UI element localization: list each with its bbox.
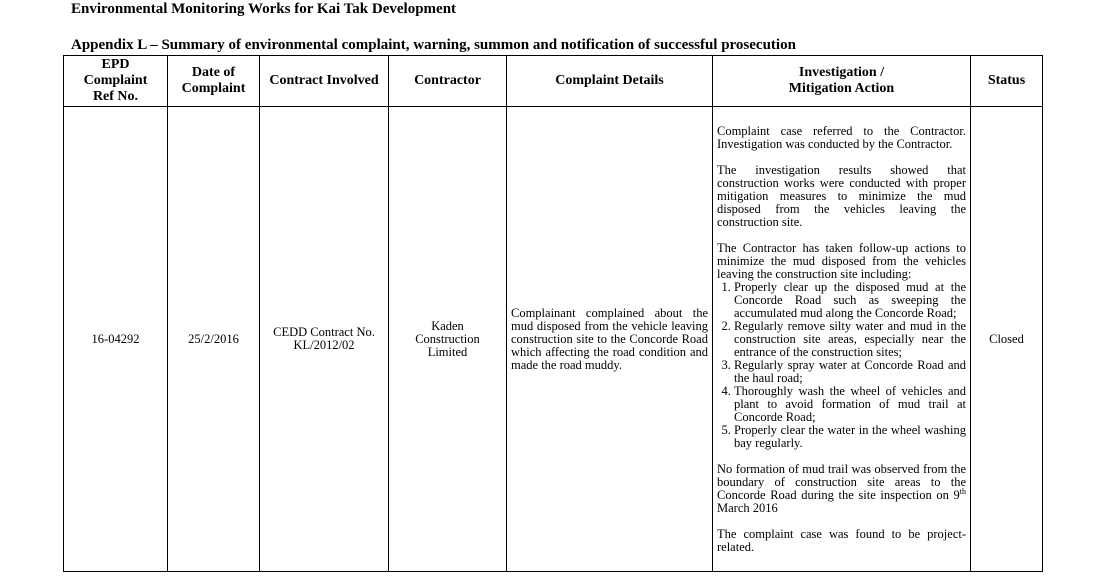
investigation-para-followup: The Contractor has taken follow-up actions to minimize the mud disposed from the vehicles leaving the construction site including:: [717, 240, 966, 281]
cell-date: 25/2/2016: [168, 107, 260, 572]
list-item: 1. Properly clear up the disposed mud at the Concorde Road such as sweeping the accumulated mud along the Concorde Road;: [734, 281, 966, 320]
table-row: [64, 107, 1043, 572]
header-contractor: Contractor: [389, 56, 507, 107]
cell-contractor-line2: Construction: [415, 331, 480, 346]
header-complaint-details: Complaint Details: [507, 56, 713, 107]
header-epd-ref: [64, 56, 168, 107]
header-date: [168, 56, 260, 107]
header-status: Status: [971, 56, 1043, 107]
header-investigation-line1: Investigation /: [798, 65, 885, 80]
list-item: 5. Properly clear the water in the wheel washing bay regularly.: [734, 424, 966, 450]
appendix-subtitle: Appendix L – Summary of environmental complaint, warning, summon and notification of successful prosecution: [71, 37, 796, 53]
header-date-line2: Complaint: [181, 81, 246, 96]
list-item: 2. Regularly remove silty water and mud in the construction site areas, especially near the entrance of the construction sites;: [734, 320, 966, 359]
inspection-date-suffix: th: [959, 486, 966, 496]
header-epd-ref-line1: EPD: [101, 57, 130, 72]
mitigation-actions-list: [717, 281, 966, 450]
header-date-line1: Date of: [191, 65, 236, 80]
table-header-row: [64, 56, 1043, 107]
complaint-summary-table: [63, 55, 1043, 572]
investigation-para-conclusion: The complaint case was found to be project-related.: [717, 526, 966, 554]
header-investigation: [713, 56, 971, 107]
investigation-para-referral: Complaint case referred to the Contractor. Investigation was conducted by the Contractor.: [717, 123, 966, 151]
cell-contract-line2: KL/2012/02: [293, 338, 355, 352]
header-epd-ref-line3: Ref No.: [92, 89, 139, 104]
cell-status: Closed: [971, 107, 1043, 572]
inspection-text: No formation of mud trail was observed from the boundary of construction site areas to the Concorde Road during the site inspection on 9: [717, 461, 966, 502]
cell-contractor-line3: Limited: [427, 344, 468, 359]
cell-investigation: [713, 107, 971, 572]
cell-complaint-details: Complainant complained about the mud disposed from the vehicle leaving construction site to the Concorde Road which affecting the road condition and made the road muddy.: [507, 107, 713, 572]
header-epd-ref-line2: Complaint: [83, 73, 148, 88]
list-item: 3. Regularly spray water at Concorde Road and the haul road;: [734, 359, 966, 385]
list-item: 4. Thoroughly wash the wheel of vehicles and plant to avoid formation of mud trail at Concorde Road;: [734, 385, 966, 424]
cell-contractor-line1: Kaden: [431, 318, 464, 333]
document-title: Environmental Monitoring Works for Kai Tak Development: [71, 1, 457, 17]
cell-contract-line1: CEDD Contract No.: [273, 325, 375, 339]
cell-contract: [260, 107, 389, 572]
cell-ref-no: 16-04292: [64, 107, 168, 572]
inspection-date-end: March 2016: [717, 500, 778, 515]
header-contract: Contract Involved: [260, 56, 389, 107]
header-investigation-line2: Mitigation Action: [788, 81, 895, 96]
cell-contractor: [389, 107, 507, 572]
investigation-para-inspection: [717, 463, 966, 515]
investigation-para-results: The investigation results showed that construction works were conducted with proper mitigation measures to minimize the mud disposed from the vehicles leaving the construction site.: [717, 162, 966, 229]
